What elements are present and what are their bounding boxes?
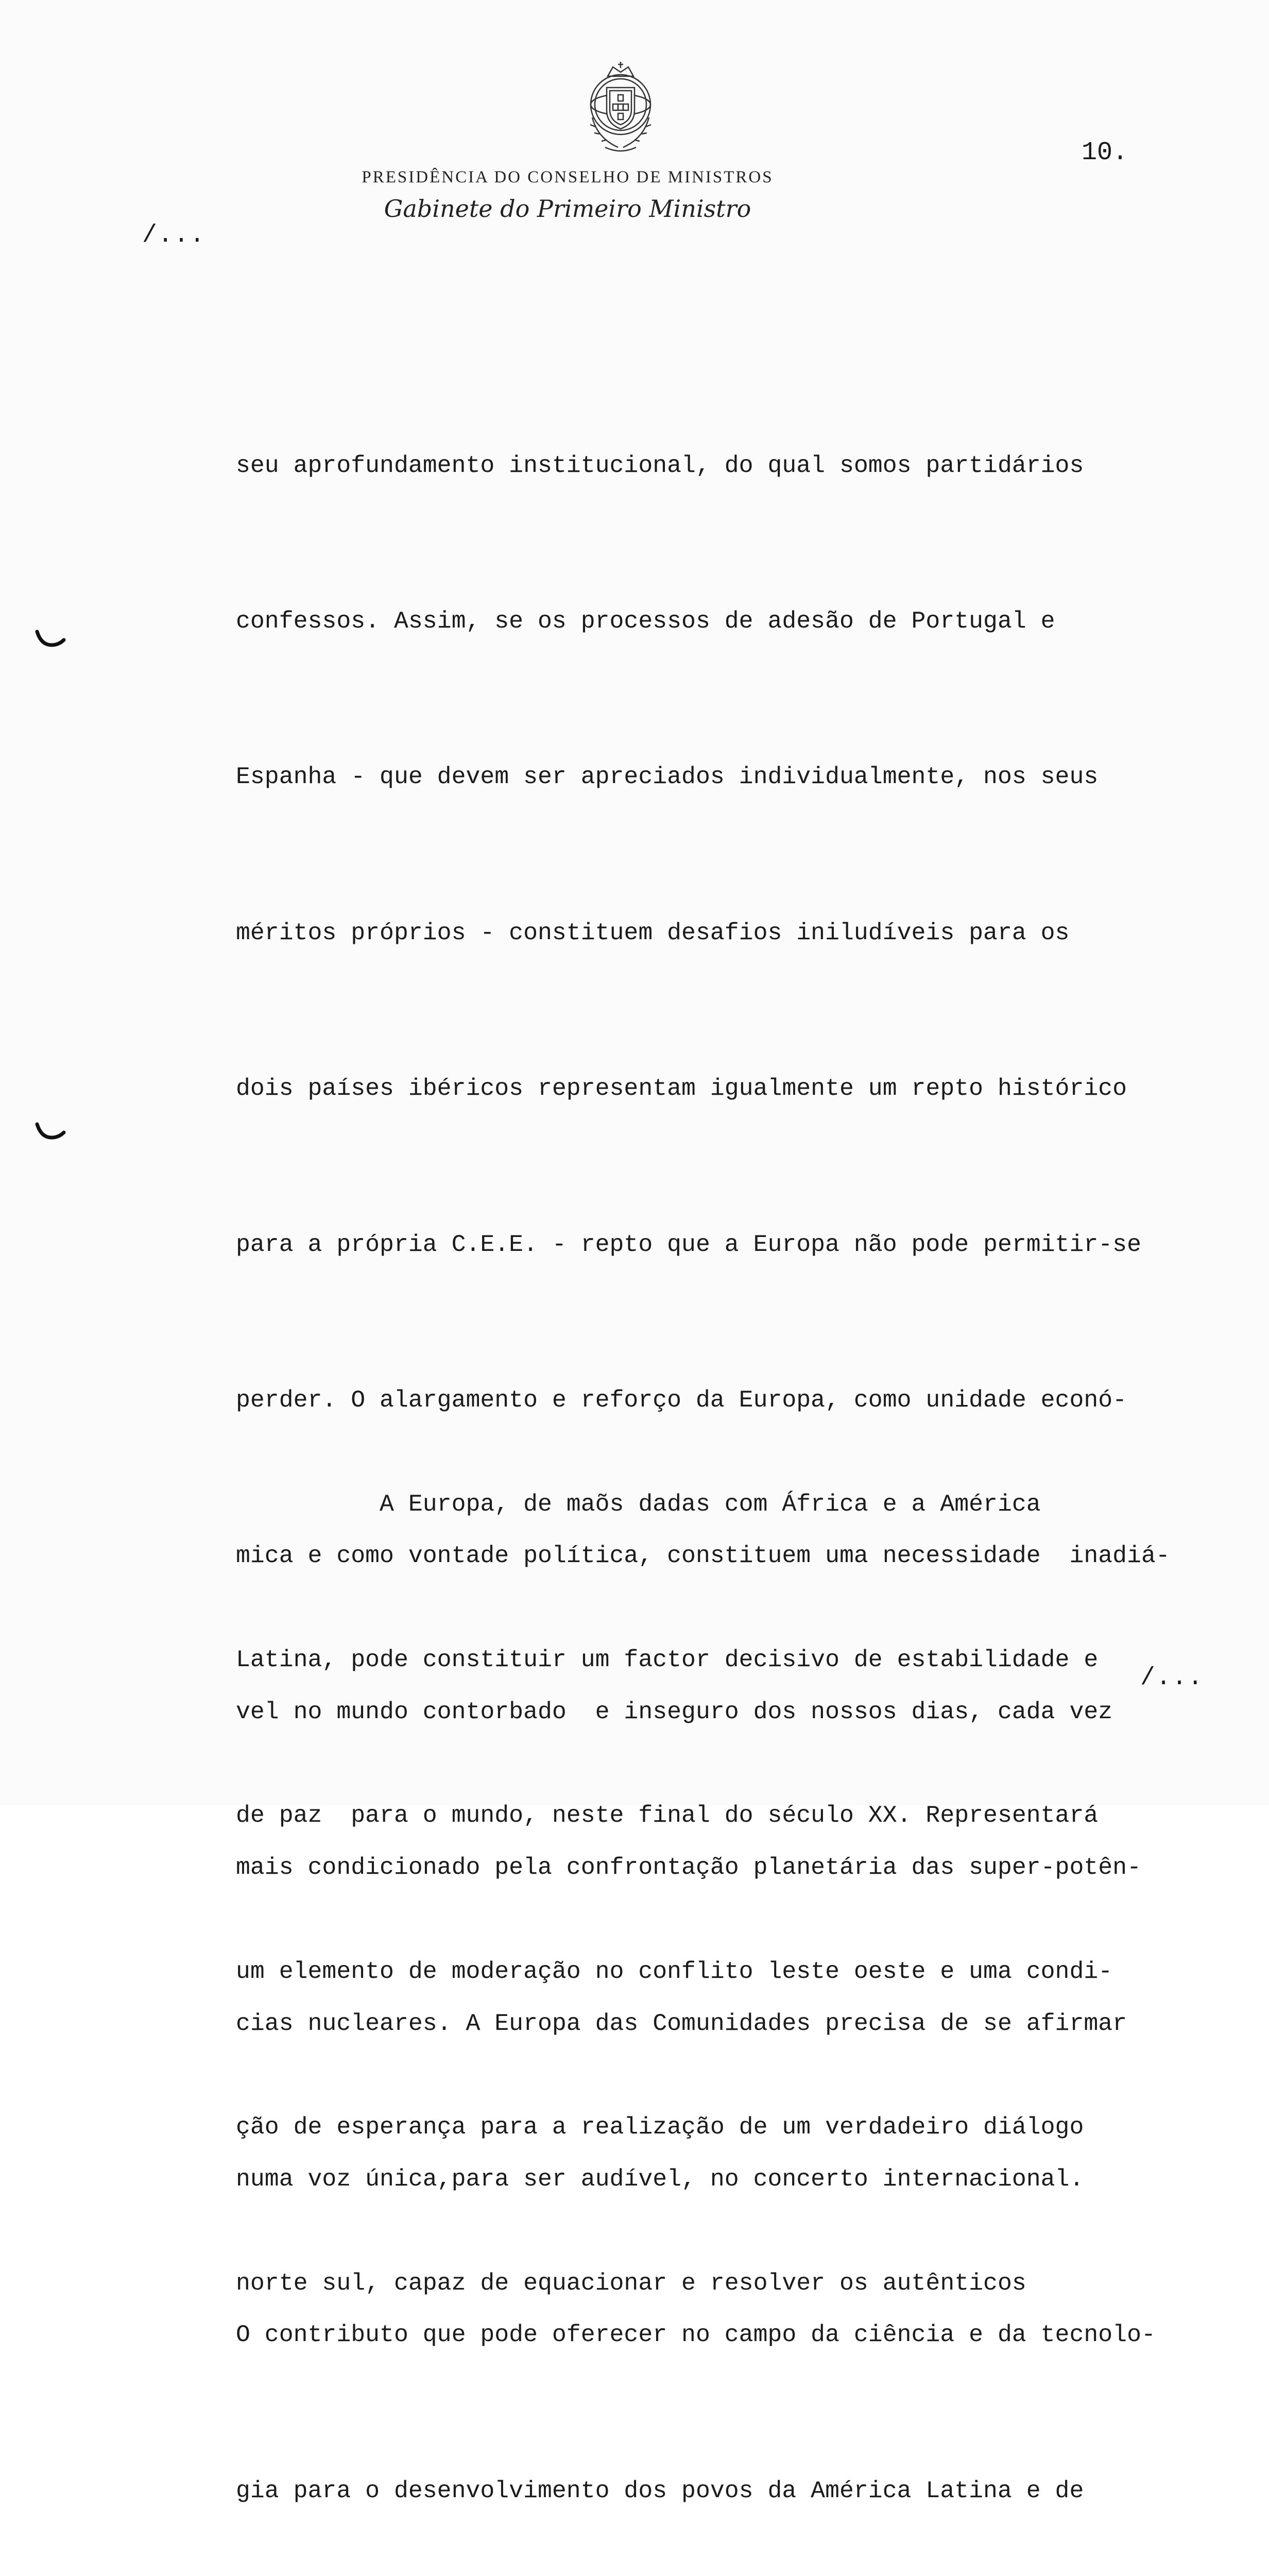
text-line: de paz para o mundo, neste final do século XX. Representará	[236, 1802, 1099, 1829]
text-line: vel no mundo contorbado e inseguro dos nossos dias, cada vez	[236, 1698, 1113, 1725]
coat-of-arms-icon	[577, 61, 664, 156]
text-line: ção de esperança para a realização de um verdadeiro diálogo	[236, 2113, 1084, 2141]
text-line: Latina, pode constituir um factor decisivo de estabilidade e	[236, 1646, 1099, 1673]
continuation-mark-top: /...	[142, 222, 206, 249]
binding-hole-mark-icon	[34, 1122, 66, 1140]
text-line: norte sul, capaz de equacionar e resolver os autênticos	[236, 2269, 1026, 2297]
paragraph-2	[236, 1375, 1230, 2413]
text-line: Espanha - que devem ser apreciados individualmente, nos seus	[236, 763, 1099, 791]
text-line: para a própria C.E.E. - repto que a Europa não pode permitir-se	[236, 1230, 1141, 1258]
institution-heading: PRESIDÊNCIA DO CONSELHO DE MINISTROS	[362, 168, 774, 187]
text-line: O contributo que pode oferecer no campo da ciência e da tecnolo-	[236, 2321, 1156, 2349]
text-line: numa voz única,para ser audível, no concerto internacional.	[236, 2165, 1084, 2193]
text-line: perder. O alargamento e reforço da Europa, como unidade econó-	[236, 1386, 1127, 1414]
text-line: mica e como vontade política, constituem uma necessidade inadiá-	[236, 1542, 1170, 1570]
page-number: 10.	[1082, 138, 1128, 167]
office-heading: Gabinete do Primeiro Ministro	[384, 195, 751, 223]
text-line: gia para o desenvolvimento dos povos da América Latina e de	[236, 2477, 1084, 2504]
text-line: A Europa, de maõs dadas com África e a América	[236, 1490, 1041, 1518]
text-line: cias nucleares. A Europa das Comunidades precisa de se afirmar	[236, 2009, 1127, 2037]
text-line: um elemento de moderação no conflito leste oeste e uma condi-	[236, 1957, 1113, 1985]
text-line: dois países ibéricos representam igualmente um repto histórico	[236, 1075, 1127, 1103]
text-line: seu aprofundamento institucional, do qual somos partidários	[236, 451, 1084, 479]
continuation-mark-bottom: /...	[1140, 1664, 1204, 1692]
text-line: confessos. Assim, se os processos de adesão de Portugal e	[236, 607, 1055, 635]
text-line: méritos próprios - constituem desafios iniludíveis para os	[236, 919, 1070, 946]
binding-hole-mark-icon	[34, 630, 66, 647]
text-line: mais condicionado pela confrontação planetária das super-potên-	[236, 1854, 1141, 1882]
